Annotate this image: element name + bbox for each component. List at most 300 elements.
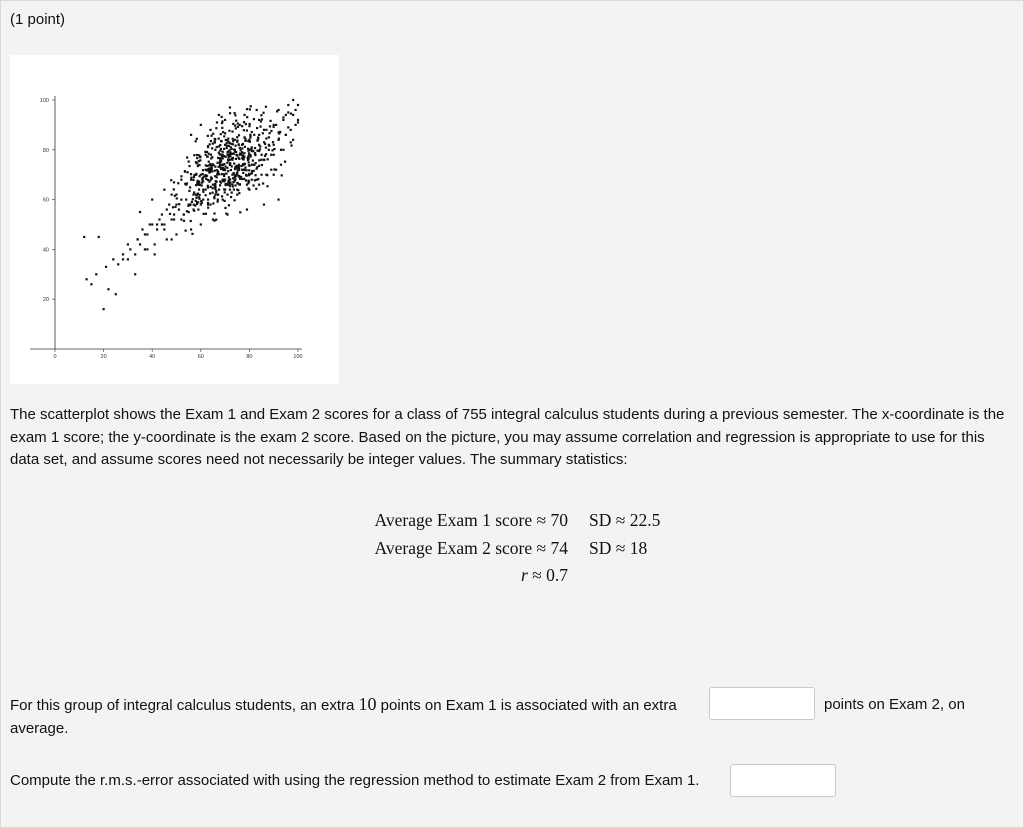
data-point	[227, 138, 229, 140]
data-point	[229, 182, 231, 184]
data-point	[287, 126, 289, 128]
data-point	[241, 125, 243, 127]
data-point	[234, 168, 236, 170]
x-tick-label: 0	[53, 354, 57, 360]
data-point	[273, 168, 275, 170]
data-point	[190, 228, 192, 230]
data-point	[122, 253, 124, 255]
data-point	[201, 179, 203, 181]
data-point	[183, 220, 185, 222]
data-point	[215, 181, 217, 183]
data-point	[228, 204, 230, 206]
data-point	[226, 151, 228, 153]
data-point	[249, 136, 251, 138]
x-tick-label: 60	[197, 354, 204, 360]
data-point	[246, 116, 248, 118]
data-point	[226, 145, 228, 147]
data-point	[224, 132, 226, 134]
data-point	[210, 186, 212, 188]
data-point	[285, 134, 287, 136]
data-point	[256, 127, 258, 129]
data-point	[224, 191, 226, 193]
data-point	[154, 253, 156, 255]
data-point	[254, 147, 256, 149]
data-point	[265, 137, 267, 139]
data-point	[284, 161, 286, 163]
data-point	[262, 182, 264, 184]
data-point	[103, 308, 105, 310]
data-point	[273, 154, 275, 156]
data-point	[240, 165, 242, 167]
data-point	[234, 184, 236, 186]
data-point	[171, 194, 173, 196]
data-point	[194, 204, 196, 206]
data-point	[231, 158, 233, 160]
data-point	[277, 199, 279, 201]
data-point	[253, 118, 255, 120]
data-point	[249, 123, 251, 125]
data-point	[243, 152, 245, 154]
data-point	[290, 144, 292, 146]
data-point	[246, 129, 248, 131]
data-point	[294, 124, 296, 126]
data-point	[144, 248, 146, 250]
data-point	[215, 219, 217, 221]
data-point	[219, 161, 221, 163]
data-point	[255, 168, 257, 170]
data-point	[235, 175, 237, 177]
data-point	[247, 148, 249, 150]
data-point	[226, 162, 228, 164]
question-2-text: Compute the r.m.s.-error associated with using the regression method to estimate Exam 2 from Exam 1.	[10, 772, 700, 789]
data-point	[139, 211, 141, 213]
data-point	[202, 199, 204, 201]
data-point	[190, 220, 192, 222]
data-point	[257, 178, 259, 180]
data-point	[251, 131, 253, 133]
data-point	[186, 210, 188, 212]
data-point	[268, 132, 270, 134]
data-point	[196, 162, 198, 164]
data-point	[224, 184, 226, 186]
data-point	[258, 159, 260, 161]
data-point	[259, 125, 261, 127]
data-point	[190, 177, 192, 179]
data-point	[219, 163, 221, 165]
data-point	[258, 134, 260, 136]
data-point	[223, 180, 225, 182]
data-point	[185, 199, 187, 201]
data-point	[218, 166, 220, 168]
data-point	[201, 182, 203, 184]
data-point	[226, 147, 228, 149]
data-point	[248, 161, 250, 163]
data-point	[273, 124, 275, 126]
data-point	[218, 189, 220, 191]
data-point	[237, 126, 239, 128]
data-point	[238, 134, 240, 136]
data-point	[209, 203, 211, 205]
data-point	[261, 164, 263, 166]
answer-input-1[interactable]	[709, 687, 815, 720]
data-point	[175, 233, 177, 235]
data-point	[206, 175, 208, 177]
data-point	[141, 228, 143, 230]
data-point	[193, 174, 195, 176]
data-point	[222, 151, 224, 153]
data-point	[228, 176, 230, 178]
data-point	[205, 189, 207, 191]
data-point	[245, 179, 247, 181]
exam2-sd: SD ≈ 18	[589, 537, 648, 558]
data-point	[208, 161, 210, 163]
data-point	[186, 156, 188, 158]
data-point	[255, 188, 257, 190]
data-point	[273, 144, 275, 146]
data-point	[212, 133, 214, 135]
data-point	[174, 195, 176, 197]
data-point	[241, 152, 243, 154]
y-tick-label: 40	[42, 247, 49, 254]
y-tick-label: 60	[42, 197, 49, 204]
data-point	[259, 145, 261, 147]
data-point	[219, 184, 221, 186]
data-point	[212, 202, 214, 204]
data-point	[236, 141, 238, 143]
data-point	[221, 195, 223, 197]
answer-input-2[interactable]	[730, 764, 836, 797]
data-point	[287, 111, 289, 113]
data-point	[163, 228, 165, 230]
data-point	[224, 166, 226, 168]
data-point	[220, 168, 222, 170]
data-point	[254, 179, 256, 181]
data-point	[268, 145, 270, 147]
data-point	[237, 189, 239, 191]
data-point	[247, 187, 249, 189]
data-point	[189, 186, 191, 188]
data-point	[192, 194, 194, 196]
data-point	[189, 203, 191, 205]
stats-row-exam2	[360, 535, 660, 563]
data-point	[269, 120, 271, 122]
data-point	[223, 148, 225, 150]
data-point	[211, 170, 213, 172]
data-point	[292, 99, 294, 101]
data-point	[265, 129, 267, 131]
data-point	[220, 133, 222, 135]
data-point	[122, 258, 124, 260]
data-point	[200, 200, 202, 202]
data-point	[292, 139, 294, 141]
data-point	[146, 233, 148, 235]
data-point	[196, 154, 198, 156]
data-point	[199, 175, 201, 177]
data-point	[221, 173, 223, 175]
x-tick-label: 40	[149, 354, 156, 360]
data-point	[245, 123, 247, 125]
data-point	[234, 150, 236, 152]
data-point	[146, 248, 148, 250]
data-point	[290, 113, 292, 115]
data-point	[230, 169, 232, 171]
data-point	[186, 182, 188, 184]
data-point	[272, 141, 274, 143]
data-point	[214, 149, 216, 151]
data-point	[262, 112, 264, 114]
data-point	[220, 140, 222, 142]
data-point	[192, 179, 194, 181]
data-point	[127, 258, 129, 260]
data-point	[256, 150, 258, 152]
data-point	[221, 122, 223, 124]
data-point	[250, 105, 252, 107]
data-point	[209, 192, 211, 194]
data-point	[270, 130, 272, 132]
data-point	[156, 228, 158, 230]
data-point	[161, 223, 163, 225]
data-point	[197, 193, 199, 195]
data-point	[173, 181, 175, 183]
data-point	[232, 172, 234, 174]
data-point	[256, 109, 258, 111]
data-point	[191, 233, 193, 235]
data-point	[169, 213, 171, 215]
data-point	[238, 169, 240, 171]
data-point	[227, 159, 229, 161]
data-point	[163, 223, 165, 225]
q1-continuation: average.	[10, 720, 69, 737]
data-point	[171, 238, 173, 240]
data-point	[210, 165, 212, 167]
data-point	[166, 208, 168, 210]
data-point	[208, 168, 210, 170]
data-point	[214, 175, 216, 177]
r-value: ≈ 0.7	[527, 565, 568, 585]
data-point	[297, 119, 299, 121]
data-point	[224, 169, 226, 171]
data-point	[227, 180, 229, 182]
data-point	[178, 208, 180, 210]
data-point	[117, 263, 119, 265]
data-point	[198, 188, 200, 190]
data-point	[258, 165, 260, 167]
data-point	[225, 156, 227, 158]
data-point	[233, 112, 235, 114]
data-point	[214, 194, 216, 196]
data-point	[233, 188, 235, 190]
data-point	[223, 178, 225, 180]
data-point	[210, 140, 212, 142]
data-point	[261, 118, 263, 120]
data-point	[290, 141, 292, 143]
data-point	[241, 147, 243, 149]
data-point	[188, 160, 190, 162]
q1-after: points on Exam 1 is associated with an extra	[376, 697, 677, 714]
data-point	[222, 164, 224, 166]
y-tick-label: 20	[42, 297, 49, 304]
data-point	[278, 138, 280, 140]
data-point	[214, 170, 216, 172]
data-point	[229, 149, 231, 151]
data-point	[170, 179, 172, 181]
data-point	[248, 152, 250, 154]
data-point	[202, 191, 204, 193]
data-point	[207, 202, 209, 204]
data-point	[175, 203, 177, 205]
data-point	[213, 196, 215, 198]
data-point	[282, 119, 284, 121]
data-point	[236, 136, 238, 138]
data-point	[290, 129, 292, 131]
exam1-sd: SD ≈ 22.5	[589, 510, 661, 530]
data-point	[231, 191, 233, 193]
data-point	[156, 223, 158, 225]
data-point	[216, 121, 218, 123]
data-point	[206, 169, 208, 171]
data-point	[134, 273, 136, 275]
data-point	[246, 108, 248, 110]
data-point	[229, 189, 231, 191]
data-point	[221, 127, 223, 129]
data-point	[183, 213, 185, 215]
data-point	[236, 172, 238, 174]
data-point	[211, 192, 213, 194]
data-point	[287, 104, 289, 106]
data-point	[234, 179, 236, 181]
data-point	[260, 120, 262, 122]
data-point	[184, 171, 186, 173]
data-point	[224, 119, 226, 121]
data-point	[280, 164, 282, 166]
data-point	[112, 258, 114, 260]
data-point	[235, 158, 237, 160]
data-point	[223, 188, 225, 190]
data-point	[149, 223, 151, 225]
data-point	[244, 146, 246, 148]
data-point	[237, 183, 239, 185]
data-point	[190, 173, 192, 175]
data-point	[270, 169, 272, 171]
data-point	[267, 158, 269, 160]
data-point	[264, 155, 266, 157]
data-point	[211, 156, 213, 158]
data-point	[268, 136, 270, 138]
exam1-average: Average Exam 1 score ≈ 70	[374, 510, 568, 530]
data-point	[105, 266, 107, 268]
y-tick-label: 100	[39, 98, 49, 104]
stats-row-correlation	[360, 562, 660, 590]
data-point	[276, 110, 278, 112]
data-point	[225, 172, 227, 174]
data-point	[222, 131, 224, 133]
data-point	[248, 125, 250, 127]
data-point	[195, 184, 197, 186]
data-point	[173, 213, 175, 215]
data-point	[151, 223, 153, 225]
data-point	[211, 147, 213, 149]
data-point	[212, 184, 214, 186]
data-point	[236, 167, 238, 169]
data-point	[198, 198, 200, 200]
data-point	[226, 194, 228, 196]
data-point	[244, 163, 246, 165]
data-point	[243, 137, 245, 139]
data-point	[139, 243, 141, 245]
data-point	[205, 213, 207, 215]
data-point	[244, 140, 246, 142]
data-point	[190, 179, 192, 181]
data-point	[259, 148, 261, 150]
data-point	[211, 167, 213, 169]
data-point	[228, 130, 230, 132]
data-point	[205, 164, 207, 166]
data-point	[83, 236, 85, 238]
data-point	[158, 218, 160, 220]
data-point	[282, 149, 284, 151]
x-tick-label: 20	[100, 354, 107, 360]
data-point	[85, 278, 87, 280]
data-point	[137, 238, 139, 240]
data-point	[229, 151, 231, 153]
data-point	[195, 200, 197, 202]
exam2-average: Average Exam 2 score ≈ 74	[374, 537, 568, 558]
y-tick-label: 80	[42, 147, 49, 154]
data-point	[207, 135, 209, 137]
data-point	[271, 149, 273, 151]
data-point	[180, 175, 182, 177]
data-point	[234, 125, 236, 127]
data-point	[200, 223, 202, 225]
data-point	[115, 293, 117, 295]
data-point	[257, 136, 259, 138]
q1-after-input: points on Exam 2, on	[824, 696, 965, 713]
data-point	[275, 124, 277, 126]
data-point	[210, 154, 212, 156]
data-point	[247, 150, 249, 152]
question-1-text	[10, 690, 677, 720]
data-point	[244, 166, 246, 168]
data-point	[258, 184, 260, 186]
data-point	[163, 189, 165, 191]
data-point	[268, 149, 270, 151]
data-point	[241, 157, 243, 159]
q1-before: For this group of integral calculus students, an extra	[10, 697, 359, 714]
data-point	[202, 189, 204, 191]
data-point	[200, 124, 202, 126]
data-point	[227, 140, 229, 142]
data-point	[229, 106, 231, 108]
data-point	[195, 197, 197, 199]
data-point	[227, 170, 229, 172]
data-point	[282, 116, 284, 118]
data-point	[292, 114, 294, 116]
data-point	[252, 184, 254, 186]
data-point	[263, 129, 265, 131]
data-point	[251, 164, 253, 166]
data-point	[207, 207, 209, 209]
data-point	[154, 243, 156, 245]
data-point	[214, 183, 216, 185]
data-point	[195, 173, 197, 175]
data-point	[171, 218, 173, 220]
data-point	[233, 199, 235, 201]
data-point	[129, 248, 131, 250]
data-point	[203, 213, 205, 215]
data-point	[229, 154, 231, 156]
data-point	[174, 206, 176, 208]
data-point	[196, 157, 198, 159]
